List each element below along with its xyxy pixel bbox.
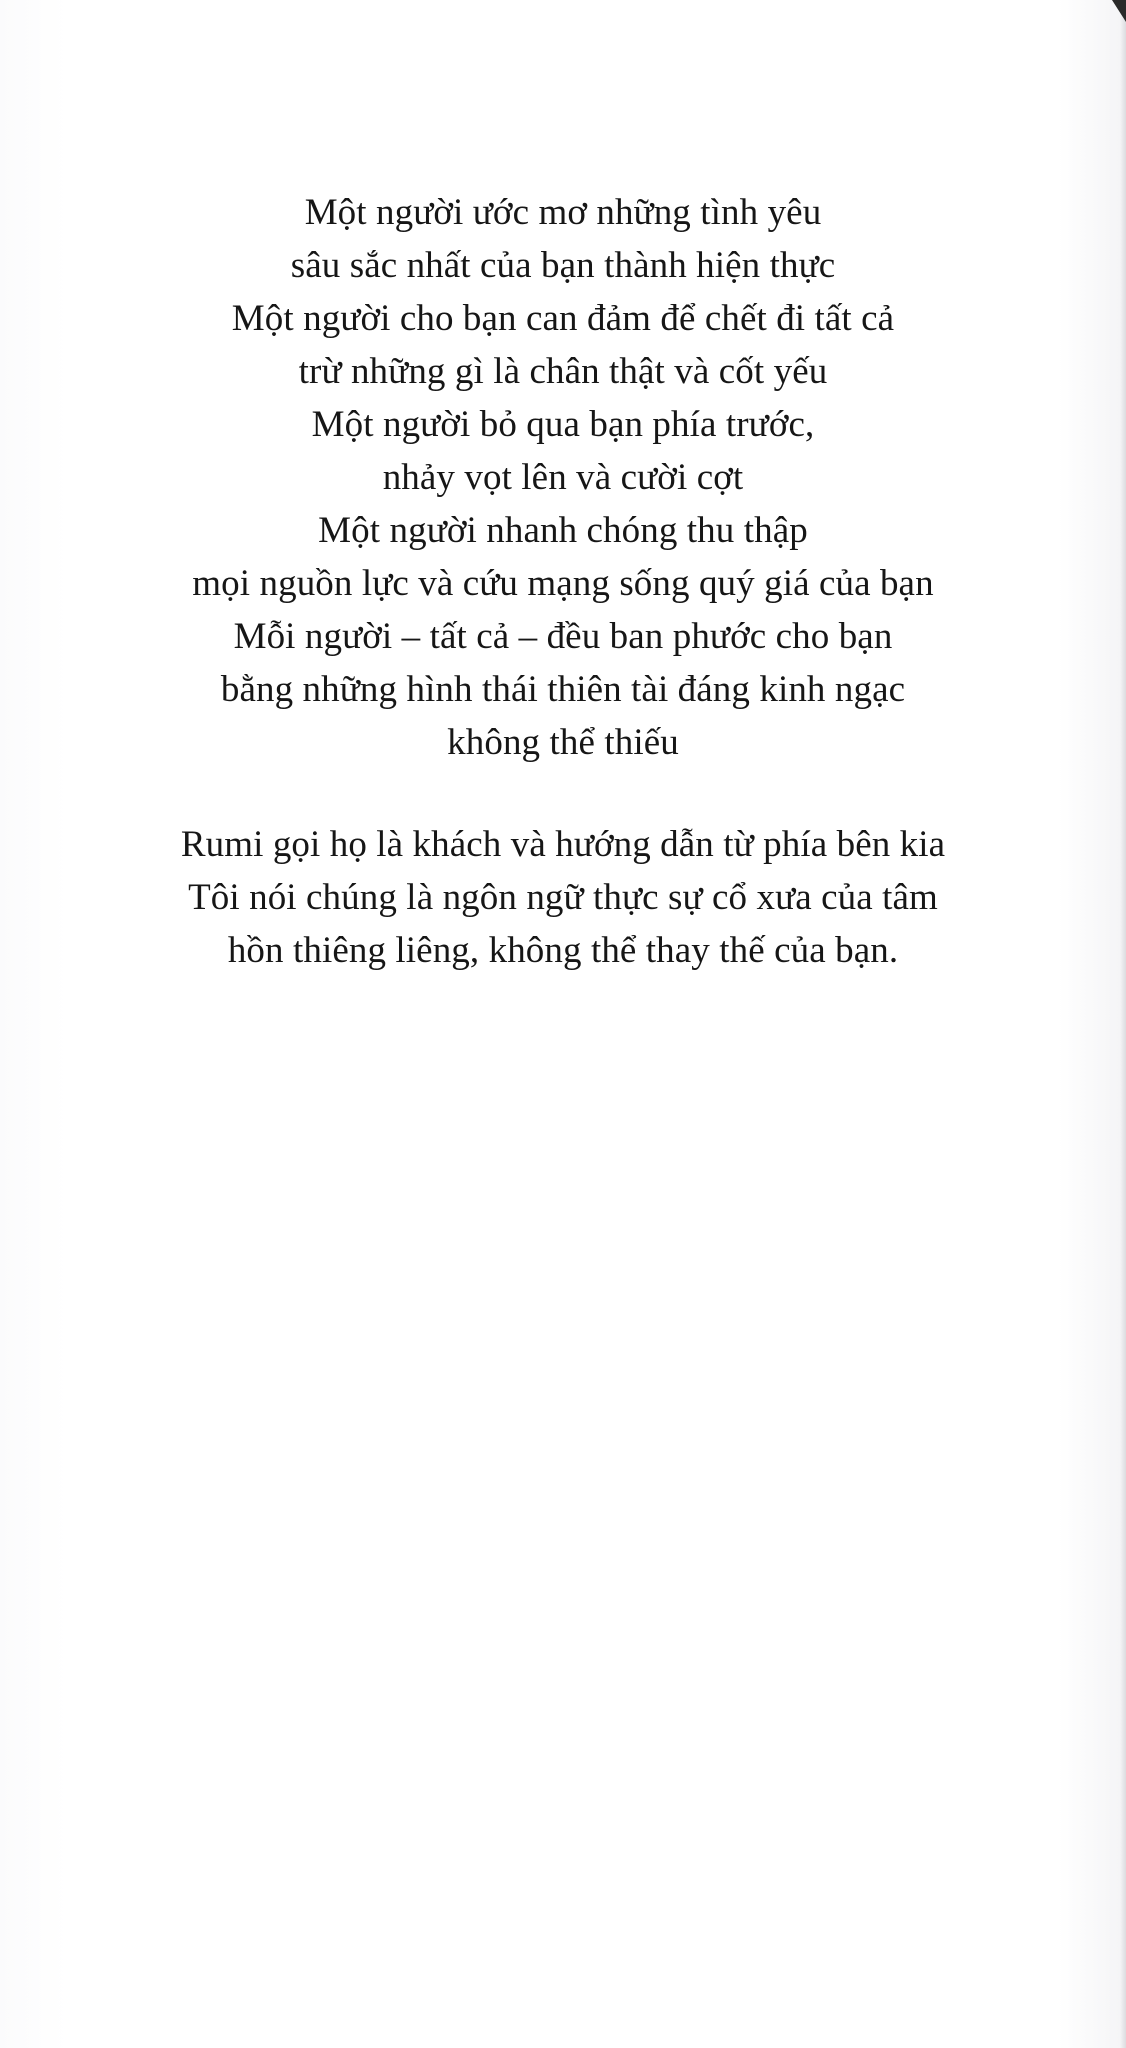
verse-line: hồn thiêng liêng, không thể thay thế của bạn.	[227, 930, 899, 971]
page-corner-mark	[1112, 0, 1126, 22]
poem-stanza-1	[0, 186, 1126, 769]
verse-line: Một người ước mơ những tình yêu	[304, 192, 822, 233]
verse-line: trừ những gì là chân thật và cốt yếu	[298, 351, 828, 392]
verse-line: Tôi nói chúng là ngôn ngữ thực sự cổ xưa của tâm	[188, 877, 938, 918]
verse-line: Một người cho bạn can đảm để chết đi tất cả	[231, 298, 895, 339]
poem-stanza-2	[0, 818, 1126, 977]
verse-line: mọi nguồn lực và cứu mạng sống quý giá của bạn	[192, 563, 934, 604]
verse-line: không thể thiếu	[447, 722, 679, 763]
verse-line: Mỗi người – tất cả – đều ban phước cho bạn	[233, 616, 893, 657]
verse-line: Một người bỏ qua bạn phía trước,	[311, 404, 815, 445]
verse-line: Một người nhanh chóng thu thập	[318, 510, 808, 551]
verse-line: bằng những hình thái thiên tài đáng kinh ngạc	[220, 669, 906, 710]
verse-line: nhảy vọt lên và cười cợt	[382, 457, 744, 498]
verse-line: Rumi gọi họ là khách và hướng dẫn từ phía bên kia	[180, 824, 946, 865]
verse-line: sâu sắc nhất của bạn thành hiện thực	[290, 245, 836, 286]
